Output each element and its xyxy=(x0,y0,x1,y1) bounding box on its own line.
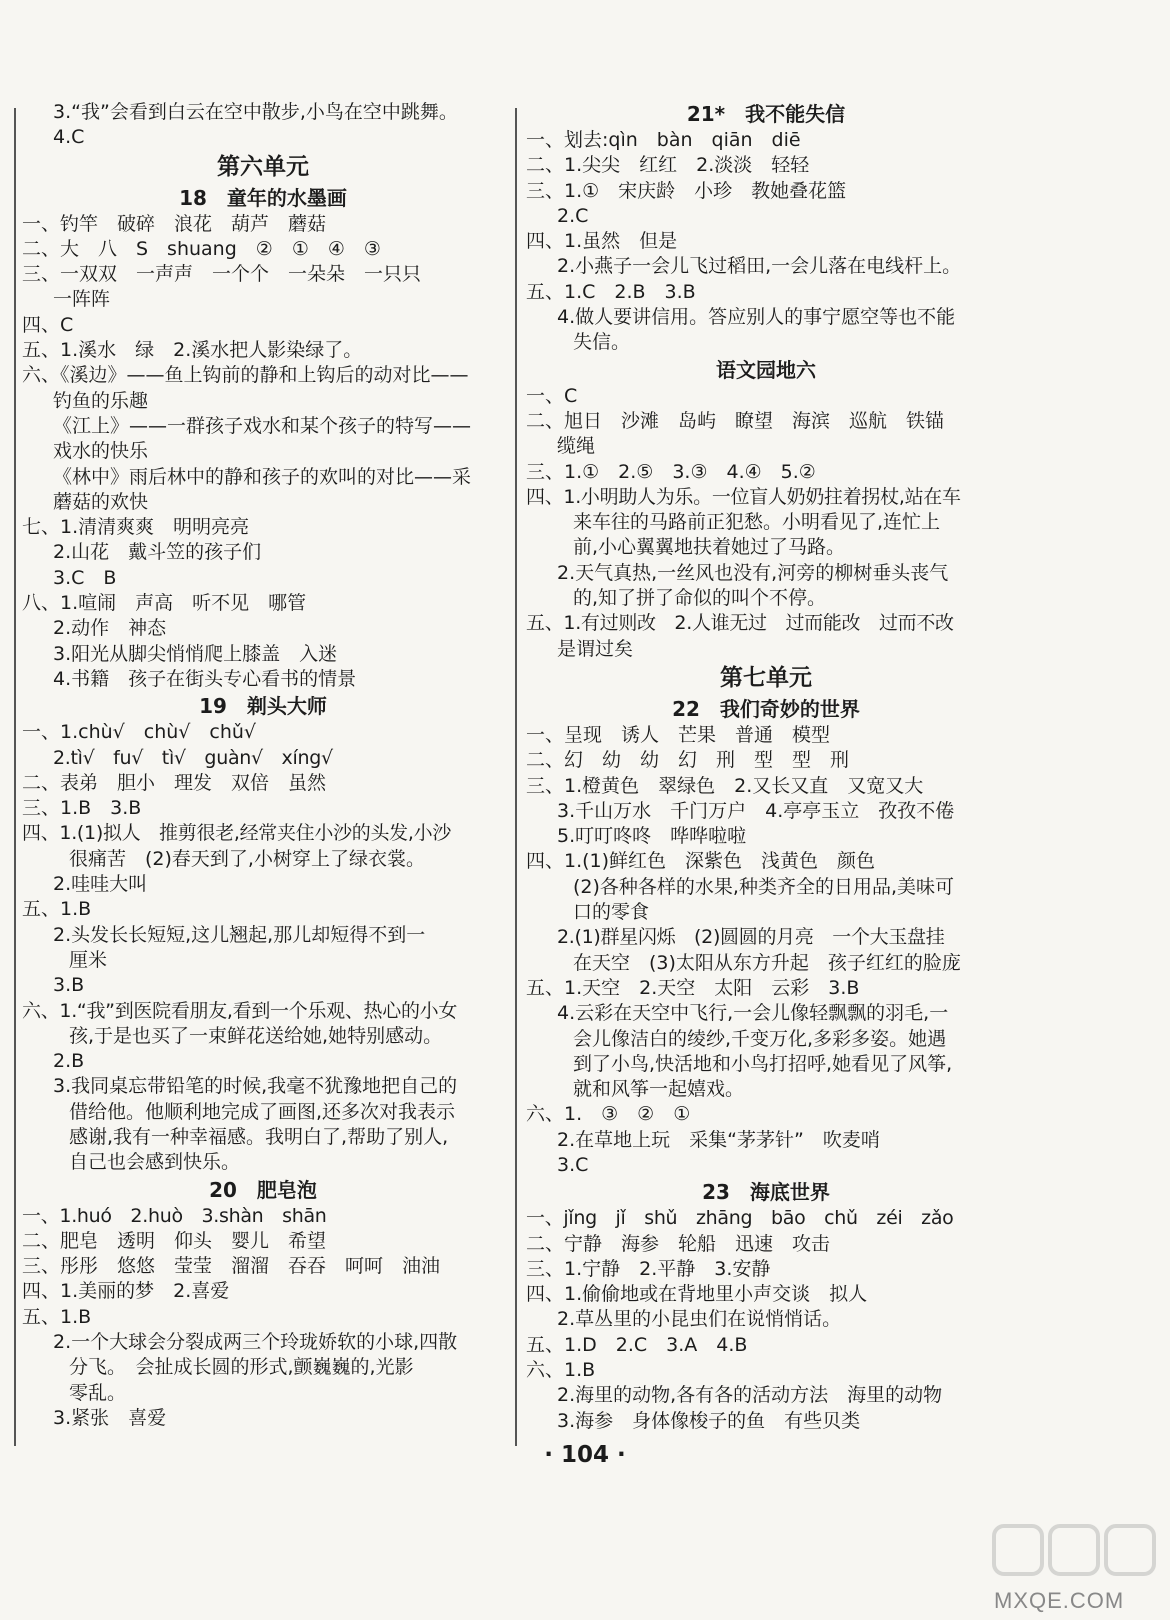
lesson-19-title: 19 剃头大师 xyxy=(199,694,327,719)
answer-line: 到了小鸟,快活地和小鸟打招呼,她看见了风筝, xyxy=(573,1052,953,1075)
answer-line: 2.哇哇大叫 xyxy=(53,873,148,896)
answer-line: 分飞。 会扯成长圆的形式,颤巍巍的,光影 xyxy=(69,1356,414,1379)
answer-line: 4.C xyxy=(53,126,85,149)
answer-line: 三、1.B 3.B xyxy=(22,797,142,820)
answer-line: 3.海参 身体像梭子的鱼 有些贝类 xyxy=(557,1409,861,1432)
answer-line: 2.天气真热,一丝风也没有,河旁的柳树垂头丧气 xyxy=(557,561,949,584)
page-number: · 104 · xyxy=(544,1442,626,1468)
lesson-22-answers xyxy=(526,723,1006,1178)
answer-line: 五、1.D 2.C 3.A 4.B xyxy=(526,1333,748,1356)
answer-line: 3.千山万水 千门万户 4.亭亭玉立 孜孜不倦 xyxy=(557,799,955,822)
answer-line: 二、1.尖尖 红红 2.淡淡 轻轻 xyxy=(526,154,810,177)
answer-line: 来车往的马路前正犯愁。小明看见了,连忙上 xyxy=(573,511,941,534)
answer-line: 戏水的快乐 xyxy=(53,440,149,463)
watermark-text: MXQE.COM xyxy=(994,1588,1125,1613)
answer-line: 自己也会感到快乐。 xyxy=(69,1151,241,1174)
answer-line: 3.阳光从脚尖悄悄爬上膝盖 入迷 xyxy=(53,642,338,665)
answer-line: 五、1.有过则改 2.人谁无过 过而能改 过而不改 xyxy=(526,612,954,635)
answer-line: 2.头发长长短短,这儿翘起,那儿却短得不到一 xyxy=(53,923,426,946)
answer-line: 五、1.B xyxy=(22,898,92,921)
unit-6-title: 第六单元 xyxy=(217,153,309,180)
answer-line: 一、1.huó 2.huò 3.shàn shān xyxy=(22,1204,327,1227)
answer-line: 三、彤彤 悠悠 莹莹 溜溜 吞吞 呵呵 油油 xyxy=(22,1255,441,1278)
answer-line: 二、幻 幼 幼 幻 刑 型 型 刑 xyxy=(526,749,850,772)
answer-line: 四、1.偷偷地或在背地里小声交谈 拟人 xyxy=(526,1283,868,1306)
answer-line: 一、划去:qìn bàn qiān diē xyxy=(526,129,801,151)
answer-line: 四、1.美丽的梦 2.喜爱 xyxy=(22,1280,230,1303)
answer-line: 会儿像洁白的绫纱,千变万化,多彩多姿。她遇 xyxy=(573,1027,947,1050)
lesson-23-title: 23 海底世界 xyxy=(702,1180,830,1205)
answer-line: 四、1.(1)鲜红色 深紫色 浅黄色 颜色 xyxy=(526,850,876,873)
answer-line: 3.C B xyxy=(53,566,117,589)
answer-line: 就和风筝一起嬉戏。 xyxy=(573,1078,745,1101)
answer-line: 3.紧张 喜爱 xyxy=(53,1406,167,1429)
answer-line: 五、1.溪水 绿 2.溪水把人影染绿了。 xyxy=(22,339,363,362)
answer-line: 五、1.B xyxy=(22,1305,92,1328)
answer-line: 五、1.C 2.B 3.B xyxy=(526,280,696,303)
answer-line: (2)各种各样的水果,种类齐全的日用品,美味可 xyxy=(573,875,954,898)
answer-line: 3.B xyxy=(53,974,85,997)
answer-line: 四、1.(1)拟人 推剪很老,经常夹住小沙的头发,小沙 xyxy=(22,822,452,845)
garden-6-title: 语文园地六 xyxy=(716,357,816,382)
answer-line: 2.草丛里的小昆虫们在说悄悄话。 xyxy=(557,1308,842,1331)
answer-line: 感谢,我有一种幸福感。我明白了,帮助了别人, xyxy=(69,1125,449,1148)
answer-line: 2.山花 戴斗笠的孩子们 xyxy=(53,541,262,564)
answer-line: 三、1.橙黄色 翠绿色 2.又长又直 又宽又大 xyxy=(526,774,924,797)
answer-line: 2.(1)群星闪烁 (2)圆圆的月亮 一个大玉盘挂 xyxy=(557,926,945,949)
answer-line: 二、大 八 S shuang ② ① ④ ③ xyxy=(22,237,381,260)
answer-line: 2.一个大球会分裂成两三个玲珑娇软的小球,四散 xyxy=(53,1331,458,1354)
answer-line: 蘑菇的欢快 xyxy=(53,490,149,513)
answer-line: 3.C xyxy=(557,1153,589,1176)
answer-line: 四、1.小明助人为乐。一位盲人奶奶拄着拐杖,站在车 xyxy=(526,485,961,508)
lesson-21-title: 21* 我不能失信 xyxy=(686,102,846,126)
answer-line: 二、表弟 胆小 理发 双倍 虽然 xyxy=(22,771,327,794)
answer-line: 四、1.虽然 但是 xyxy=(526,230,678,253)
answer-line: 2.动作 神态 xyxy=(53,617,167,640)
answer-line: 零乱。 xyxy=(69,1381,127,1404)
answer-line: 五、1.天空 2.天空 太阳 云彩 3.B xyxy=(526,976,860,999)
answer-line: 厘米 xyxy=(69,948,108,971)
answer-line: 4.云彩在天空中飞行,一会儿像轻飘飘的羽毛,一 xyxy=(557,1002,949,1025)
unit-7-title: 第七单元 xyxy=(720,664,812,691)
lesson-22-title: 22 我们奇妙的世界 xyxy=(672,696,860,721)
answer-line: 2.在草地上玩 采集“茅茅针” 吹麦哨 xyxy=(557,1128,880,1151)
answer-line: 六、《溪边》——鱼上钩前的静和上钩后的动对比—— xyxy=(22,364,469,387)
answer-line: 很痛苦 (2)春天到了,小树穿上了绿衣裳。 xyxy=(69,847,425,870)
answer-line: 一、jǐng jǐ shǔ zhāng bāo chǔ zéi zǎo xyxy=(526,1207,954,1230)
answer-line: 八、1.喧闹 声高 听不见 哪管 xyxy=(22,592,307,615)
answer-line: 一阵阵 xyxy=(53,288,111,311)
answer-line: 2.C xyxy=(557,204,589,227)
answer-line: 三、一双双 一声声 一个个 一朵朵 一只只 xyxy=(22,263,422,286)
carryover-answers xyxy=(22,100,504,151)
answer-line: 六、1.“我”到医院看朋友,看到一个乐观、热心的小女 xyxy=(22,999,458,1022)
answer-line: 5.叮叮咚咚 哗哗啦啦 xyxy=(557,825,747,848)
answer-line: 2.tì√ fu√ tì√ guàn√ xíng√ xyxy=(53,746,333,769)
answer-line: 口的零食 xyxy=(573,901,650,924)
lesson-20-answers xyxy=(22,1204,504,1432)
answer-line: 一、呈现 诱人 芒果 普通 模型 xyxy=(526,723,831,746)
lesson-19-answers xyxy=(22,720,504,1175)
answer-line: 孩,于是也买了一束鲜花送给她,她特别感动。 xyxy=(69,1024,443,1047)
answer-line: 借给他。他顺利地完成了画图,还多次对我表示 xyxy=(69,1100,456,1123)
garden-6-answers xyxy=(526,384,1006,662)
answer-line: 一、1.chù√ chù√ chǔ√ xyxy=(22,721,257,744)
answer-line: 四、C xyxy=(22,313,74,336)
lesson-20-title: 20 肥皂泡 xyxy=(209,1177,317,1202)
answer-line: 2.海里的动物,各有各的活动方法 海里的动物 xyxy=(557,1384,943,1407)
answer-line: 二、旭日 沙滩 岛屿 瞭望 海滨 巡航 铁锚 xyxy=(526,409,945,432)
lesson-18-answers xyxy=(22,212,504,693)
answer-line: 二、肥皂 透明 仰头 婴儿 希望 xyxy=(22,1229,327,1252)
answer-line: 4.书籍 孩子在街头专心看书的情景 xyxy=(53,667,357,690)
answer-line: 在天空 (3)太阳从东方升起 孩子红红的脸庞 xyxy=(573,951,961,974)
answer-line: 钓鱼的乐趣 xyxy=(53,389,149,412)
answer-line: 三、1.宁静 2.平静 3.安静 xyxy=(526,1257,771,1280)
left-column xyxy=(22,100,504,1431)
right-column xyxy=(526,100,1006,1434)
lesson-21-answers xyxy=(526,128,1006,356)
answer-line: 三、1.① 宋庆龄 小珍 教她叠花篮 xyxy=(526,179,847,202)
answer-line: 是谓过矣 xyxy=(557,637,634,660)
answer-line: 六、1. ③ ② ① xyxy=(526,1103,691,1126)
answer-line: 4.做人要讲信用。答应别人的事宁愿空等也不能 xyxy=(557,306,956,329)
answer-line: 2.小燕子一会儿飞过稻田,一会儿落在电线杆上。 xyxy=(557,255,962,278)
answer-line: 前,小心翼翼地扶着她过了马路。 xyxy=(573,536,846,559)
answer-line: 《林中》雨后林中的静和孩子的欢叫的对比——采 xyxy=(53,465,472,488)
answer-line: 三、1.① 2.⑤ 3.③ 4.④ 5.② xyxy=(526,460,816,483)
left-border-rule xyxy=(14,108,16,1446)
lesson-23-answers xyxy=(526,1206,1006,1434)
lesson-18-title: 18 童年的水墨画 xyxy=(179,185,347,210)
answer-line: 3.“我”会看到白云在空中散步,小鸟在空中跳舞。 xyxy=(53,101,458,123)
column-divider xyxy=(515,108,517,1446)
answer-line: 六、1.B xyxy=(526,1359,596,1382)
answer-line: 3.我同桌忘带铅笔的时候,我毫不犹豫地把自己的 xyxy=(53,1075,458,1098)
answer-line: 的,知了拼了命似的叫个不停。 xyxy=(573,587,827,610)
answer-line: 缆绳 xyxy=(557,435,596,458)
answer-line: 七、1.清清爽爽 明明亮亮 xyxy=(22,516,250,539)
answer-line: 二、宁静 海参 轮船 迅速 攻击 xyxy=(526,1232,831,1255)
answer-line: 2.B xyxy=(53,1050,85,1073)
answer-line: 一、C xyxy=(526,384,578,407)
answer-line: 失信。 xyxy=(573,331,631,354)
answer-line: 一、钓竿 破碎 浪花 葫芦 蘑菇 xyxy=(22,212,327,235)
answer-line: 《江上》——一群孩子戏水和某个孩子的特写—— xyxy=(53,414,472,437)
